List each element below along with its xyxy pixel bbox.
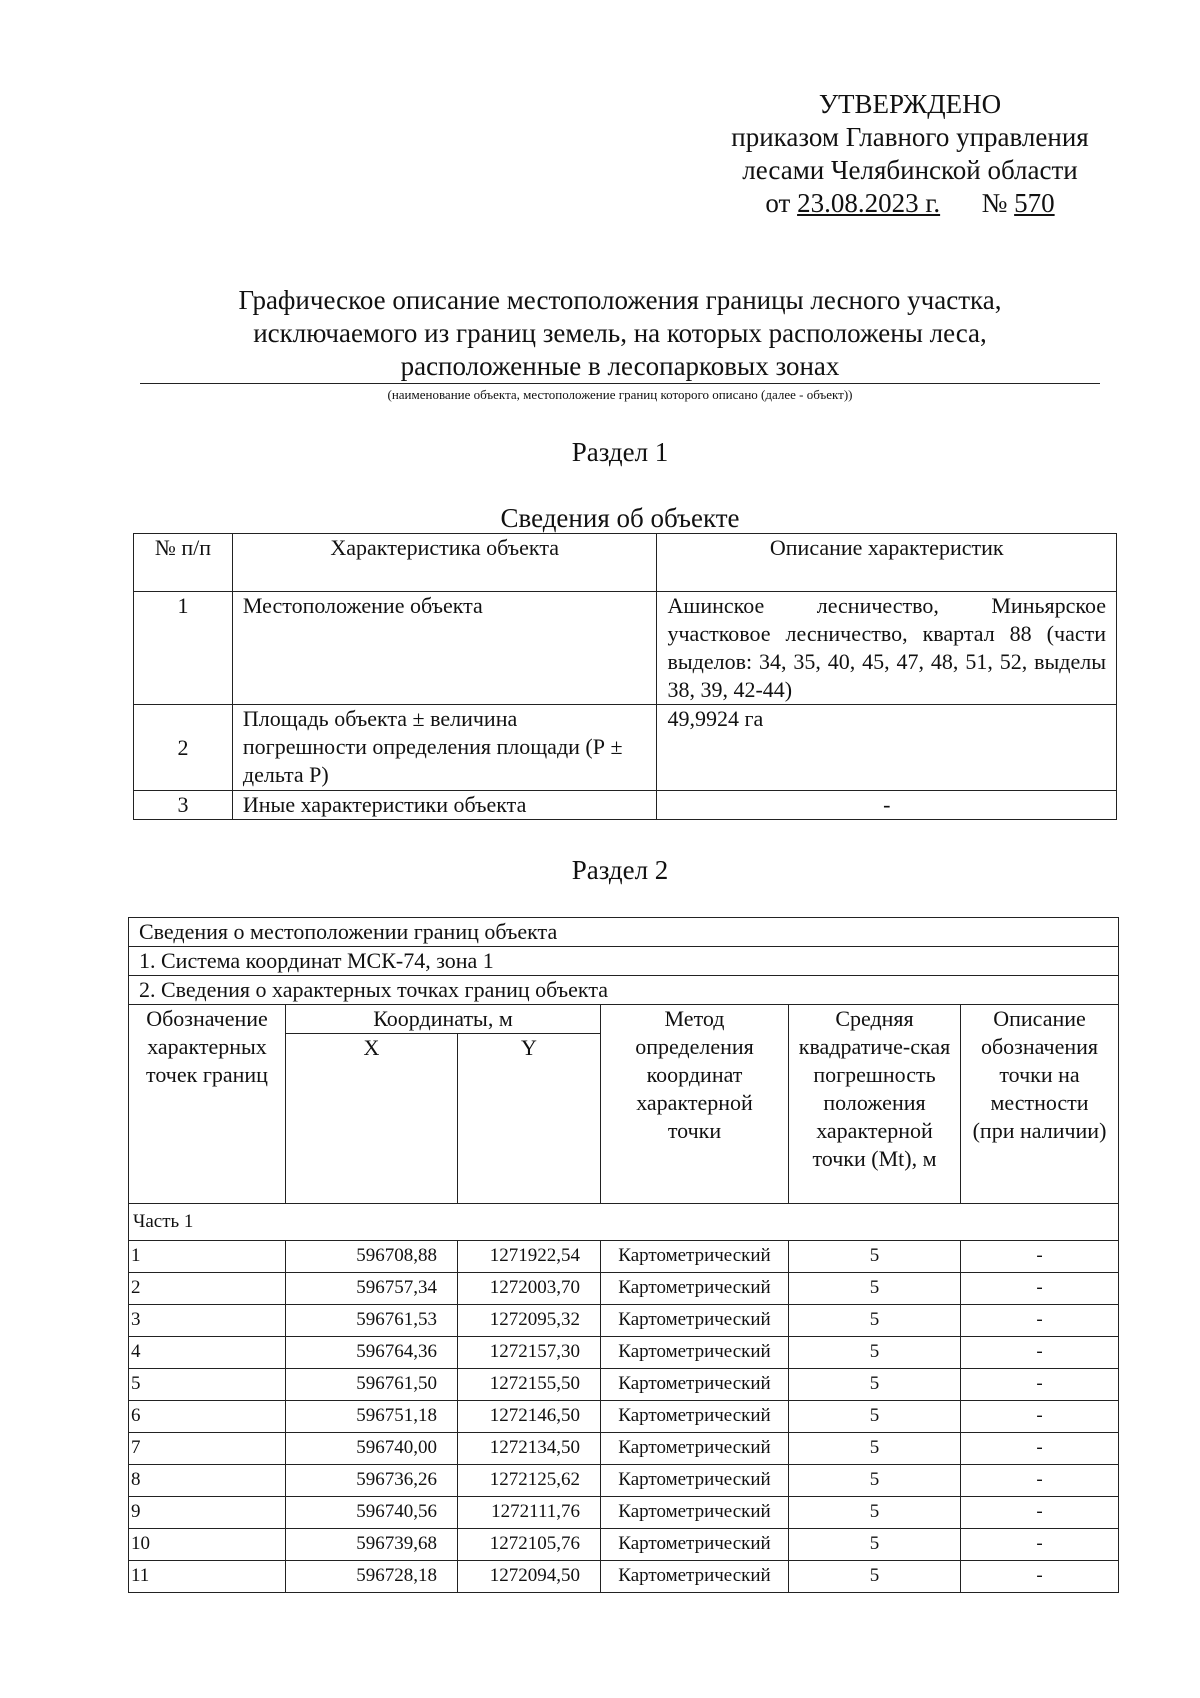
point-x: 596736,26 xyxy=(286,1465,458,1497)
col-characteristic: Характеристика объекта xyxy=(232,534,657,592)
col-point-description: Описание обозначения точки на местности (при наличии) xyxy=(961,1005,1119,1204)
point-y: 1272095,32 xyxy=(458,1305,601,1337)
point-error: 5 xyxy=(789,1497,961,1529)
document-title xyxy=(140,284,1100,383)
points-body xyxy=(129,1241,1119,1593)
point-description: - xyxy=(961,1433,1119,1465)
point-y: 1272003,70 xyxy=(458,1273,601,1305)
table-row xyxy=(129,1305,1119,1337)
point-error: 5 xyxy=(789,1305,961,1337)
point-method: Картометрический xyxy=(601,1529,789,1561)
point-x: 596740,00 xyxy=(286,1433,458,1465)
part-label: Часть 1 xyxy=(129,1204,1119,1241)
point-error: 5 xyxy=(789,1433,961,1465)
point-error: 5 xyxy=(789,1465,961,1497)
point-method: Картометрический xyxy=(601,1369,789,1401)
point-description: - xyxy=(961,1465,1119,1497)
table-row xyxy=(134,791,1117,820)
points-title-row xyxy=(129,976,1119,1005)
point-x: 596728,18 xyxy=(286,1561,458,1593)
point-y: 1272134,50 xyxy=(458,1433,601,1465)
table-row xyxy=(129,1561,1119,1593)
point-x: 596739,68 xyxy=(286,1529,458,1561)
object-info-table xyxy=(133,533,1117,820)
point-number: 3 xyxy=(129,1305,286,1337)
point-method: Картометрический xyxy=(601,1401,789,1433)
point-method: Картометрический xyxy=(601,1305,789,1337)
point-description: - xyxy=(961,1241,1119,1273)
row-name: Местоположение объекта xyxy=(232,592,657,705)
point-number: 8 xyxy=(129,1465,286,1497)
table-row xyxy=(134,705,1117,791)
point-description: - xyxy=(961,1337,1119,1369)
row-value: Ашинское лесничество, Миньярское участковое лесничество, квартал 88 (части выделов: 34, 35, 40, 45, 47, 48, 51, 52, выделы 38, 39, 42-44) xyxy=(657,592,1117,705)
approval-date-line xyxy=(700,187,1120,220)
approval-number: 570 xyxy=(1014,188,1055,218)
row-number: 2 xyxy=(134,705,233,791)
approval-date: 23.08.2023 г. xyxy=(797,188,941,218)
point-method: Картометрический xyxy=(601,1433,789,1465)
point-method: Картометрический xyxy=(601,1241,789,1273)
table-row xyxy=(129,1465,1119,1497)
title-line-3: расположенные в лесопарковых зонах xyxy=(400,351,840,381)
row-value: 49,9924 га xyxy=(657,705,1117,791)
table-header-row xyxy=(134,534,1117,592)
table-row xyxy=(129,1337,1119,1369)
title-line-1: Графическое описание местоположения границы лесного участка, xyxy=(238,285,1002,315)
point-number: 9 xyxy=(129,1497,286,1529)
point-description: - xyxy=(961,1561,1119,1593)
point-number: 10 xyxy=(129,1529,286,1561)
point-x: 596764,36 xyxy=(286,1337,458,1369)
point-x: 596761,50 xyxy=(286,1369,458,1401)
table-header-row xyxy=(129,1005,1119,1034)
point-y: 1272094,50 xyxy=(458,1561,601,1593)
point-description: - xyxy=(961,1497,1119,1529)
point-number: 5 xyxy=(129,1369,286,1401)
coord-system: 1. Система координат МСК-74, зона 1 xyxy=(129,947,1119,976)
col-error: Средняя квадратиче-ская погрешность положения характерной точки (Mt), м xyxy=(789,1005,961,1204)
point-error: 5 xyxy=(789,1337,961,1369)
coord-system-row xyxy=(129,947,1119,976)
point-error: 5 xyxy=(789,1401,961,1433)
point-number: 6 xyxy=(129,1401,286,1433)
col-description: Описание характеристик xyxy=(657,534,1117,592)
point-description: - xyxy=(961,1305,1119,1337)
row-number: 3 xyxy=(134,791,233,820)
point-y: 1272105,76 xyxy=(458,1529,601,1561)
boundary-points-table xyxy=(128,917,1119,1593)
point-y: 1272146,50 xyxy=(458,1401,601,1433)
point-x: 596761,53 xyxy=(286,1305,458,1337)
point-y: 1272157,30 xyxy=(458,1337,601,1369)
point-y: 1272125,62 xyxy=(458,1465,601,1497)
point-method: Картометрический xyxy=(601,1561,789,1593)
title-caption: (наименование объекта, местоположение границ которого описано (далее - объект)) xyxy=(387,387,853,402)
point-y: 1272111,76 xyxy=(458,1497,601,1529)
col-y: Y xyxy=(458,1034,601,1204)
point-number: 1 xyxy=(129,1241,286,1273)
point-number: 11 xyxy=(129,1561,286,1593)
points-title: 2. Сведения о характерных точках границ объекта xyxy=(129,976,1119,1005)
part-row xyxy=(129,1204,1119,1241)
row-number: 1 xyxy=(134,592,233,705)
section2-heading: Раздел 2 xyxy=(571,855,669,885)
approval-block xyxy=(700,88,1120,220)
point-method: Картометрический xyxy=(601,1337,789,1369)
point-error: 5 xyxy=(789,1561,961,1593)
approval-authority: лесами Челябинской области xyxy=(742,155,1078,185)
point-number: 4 xyxy=(129,1337,286,1369)
table-row xyxy=(129,1433,1119,1465)
approval-title: УТВЕРЖДЕНО xyxy=(818,89,1002,119)
point-number: 7 xyxy=(129,1433,286,1465)
point-error: 5 xyxy=(789,1369,961,1401)
point-x: 596708,88 xyxy=(286,1241,458,1273)
point-error: 5 xyxy=(789,1241,961,1273)
table-row xyxy=(134,592,1117,705)
col-designation: Обозначение характерных точек границ xyxy=(129,1005,286,1204)
table-row xyxy=(129,1497,1119,1529)
section1-heading: Раздел 1 xyxy=(571,437,669,467)
point-description: - xyxy=(961,1273,1119,1305)
col-x: X xyxy=(286,1034,458,1204)
point-description: - xyxy=(961,1369,1119,1401)
table-row xyxy=(129,1529,1119,1561)
section1-subheading: Сведения об объекте xyxy=(500,503,740,533)
point-y: 1272155,50 xyxy=(458,1369,601,1401)
table-row xyxy=(129,1273,1119,1305)
date-prefix: от xyxy=(765,188,791,218)
point-method: Картометрический xyxy=(601,1465,789,1497)
table-title-row xyxy=(129,918,1119,947)
point-x: 596751,18 xyxy=(286,1401,458,1433)
col-coordinates: Координаты, м xyxy=(286,1005,601,1034)
row-value: - xyxy=(657,791,1117,820)
col-method: Метод определения координат характерной точки xyxy=(601,1005,789,1204)
point-error: 5 xyxy=(789,1529,961,1561)
row-name: Площадь объекта ± величина погрешности определения площади (Р ± дельта Р) xyxy=(232,705,657,791)
point-x: 596740,56 xyxy=(286,1497,458,1529)
row-name: Иные характеристики объекта xyxy=(232,791,657,820)
point-number: 2 xyxy=(129,1273,286,1305)
point-description: - xyxy=(961,1529,1119,1561)
point-description: - xyxy=(961,1401,1119,1433)
number-prefix: № xyxy=(981,188,1008,218)
table-row xyxy=(129,1241,1119,1273)
table-row xyxy=(129,1401,1119,1433)
col-number: № п/п xyxy=(134,534,233,592)
table-row xyxy=(129,1369,1119,1401)
title-line-2: исключаемого из границ земель, на которых расположены леса, xyxy=(253,318,987,348)
point-error: 5 xyxy=(789,1273,961,1305)
title-underline xyxy=(140,383,1100,384)
point-method: Картометрический xyxy=(601,1497,789,1529)
approval-order: приказом Главного управления xyxy=(731,122,1089,152)
point-method: Картометрический xyxy=(601,1273,789,1305)
point-x: 596757,34 xyxy=(286,1273,458,1305)
table-title: Сведения о местоположении границ объекта xyxy=(129,918,1119,947)
point-y: 1271922,54 xyxy=(458,1241,601,1273)
